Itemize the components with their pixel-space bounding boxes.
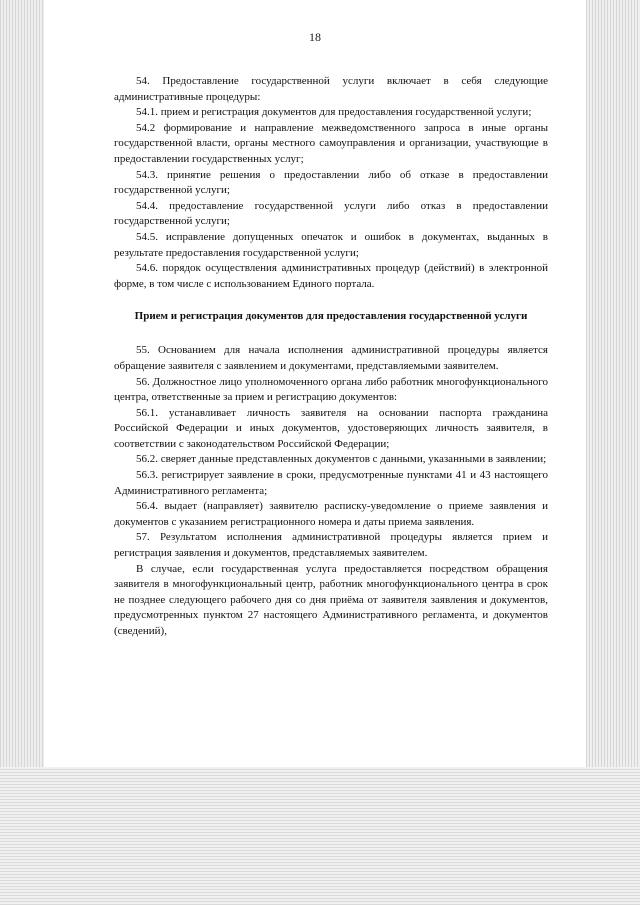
paragraph-54: 54. Предоставление государственной услуги включает в себя следующие административные процедуры: xyxy=(114,75,548,103)
document-body xyxy=(114,74,548,640)
paragraph-54-6: 54.6. порядок осуществления административных процедур (действий) в электронной форме, в том числе с использованием Единого портала. xyxy=(114,262,548,290)
paragraph-54-1: 54.1. прием и регистрация документов для предоставления государственной услуги; xyxy=(136,106,532,119)
document-page xyxy=(44,0,586,767)
paragraph-54-4: 54.4. предоставление государственной услуги либо отказ в предоставлении государственной услуги; xyxy=(114,199,548,228)
paragraph-56: 56. Должностное лицо уполномоченного органа либо работник многофункционального центра, ответственные за прием и регистрацию документов: xyxy=(114,375,548,404)
paragraph-54-5: 54.5. исправление допущенных опечаток и ошибок в документах, выданных в результате предоставления государственной услуги; xyxy=(114,230,548,259)
paragraph-56-3: 56.3. регистрирует заявление в сроки, предусмотренные пунктами 41 и 43 настоящего Административного регламента; xyxy=(114,469,548,497)
section-heading: Прием и регистрация документов для предоставления государственной услуги xyxy=(134,310,528,323)
paragraph-57: 57. Результатом исполнения административной процедуры является прием и регистрация заявления и документов, представляемых заявителем. xyxy=(114,531,548,560)
paragraph-56-4: 56.4. выдает (направляет) заявителю расписку-уведомление о приеме заявления и документов с указанием регистрационного номера и даты приема заявления. xyxy=(114,500,548,528)
scan-edge-right xyxy=(586,0,640,767)
paragraph-54-2: 54.2 формирование и направление межведомственного запроса в иные органы государственной власти, органы местного самоуправления и организации, участвующие в предоставлении государственных услуг; xyxy=(114,121,548,165)
paragraph-56-2: 56.2. сверяет данные представленных документов с данными, указанными в заявлении; xyxy=(136,453,547,466)
scan-edge-left xyxy=(0,0,44,767)
paragraph-54-3: 54.3. принятие решения о предоставлении либо об отказе в предоставлении государственной услуги; xyxy=(114,168,548,197)
paragraph-57-case: В случае, если государственная услуга предоставляется посредством обращения заявителя в многофункциональный центр, работник многофункционального центра в срок не позднее следующего рабочего дня со дня приёма от заявителя заявления и документов, предусмотренных пунктом 27 настоящего Административного регламента, и документов (сведений), xyxy=(114,562,548,637)
page-number: 18 xyxy=(309,30,321,44)
paragraph-55: 55. Основанием для начала исполнения административной процедуры является обращение заявителя с заявлением и документами, представляемыми заявителем. xyxy=(114,344,548,372)
scan-edge-bottom xyxy=(0,767,640,905)
paragraph-56-1: 56.1. устанавливает личность заявителя на основании паспорта гражданина Российской Федерации и иных документов, удостоверяющих личность заявителя, в соответствии с законодательством Российской Федерации; xyxy=(114,406,548,450)
